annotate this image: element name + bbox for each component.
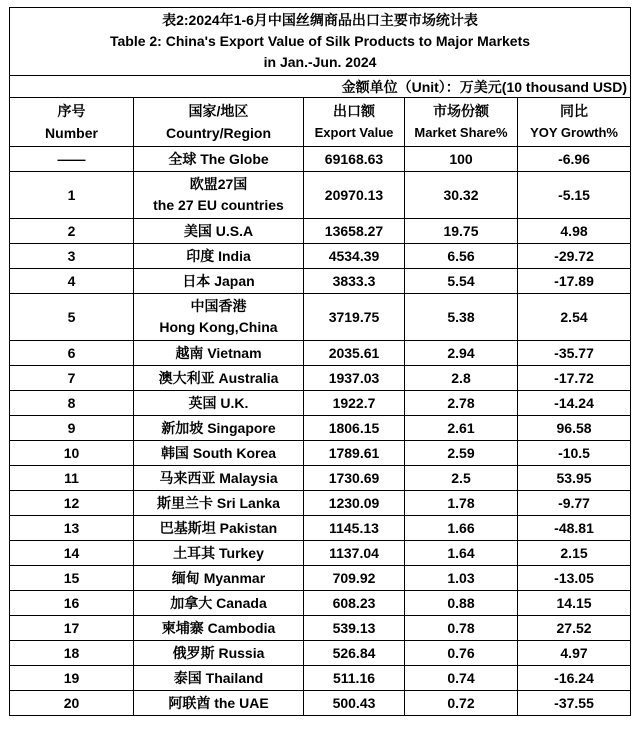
table-row: [10, 244, 631, 269]
cell-market-share: 0.76: [405, 641, 518, 666]
country-line2: the 27 EU countries: [153, 197, 284, 213]
header-yoy-growth: 同比 YOY Growth%: [518, 98, 631, 147]
cell-market-share: 100: [405, 147, 518, 172]
cell-yoy-growth: 27.52: [518, 616, 631, 641]
cell-market-share: 1.64: [405, 541, 518, 566]
cell-yoy-growth: 4.98: [518, 219, 631, 244]
cell-number: 6: [10, 341, 134, 366]
country-line2: Hong Kong,China: [159, 319, 278, 335]
table-title-row: [10, 8, 631, 76]
table-row: [10, 441, 631, 466]
cell-country: 全球 The Globe: [134, 147, 304, 172]
cell-market-share: 2.5: [405, 466, 518, 491]
cell-yoy-growth: -37.55: [518, 691, 631, 716]
table-row: [10, 616, 631, 641]
cell-country: 新加坡 Singapore: [134, 416, 304, 441]
cell-country: [134, 294, 304, 341]
cell-number: 7: [10, 366, 134, 391]
cell-market-share: 0.88: [405, 591, 518, 616]
cell-country: 韩国 South Korea: [134, 441, 304, 466]
cell-export-value: 1922.7: [304, 391, 405, 416]
cell-market-share: 0.74: [405, 666, 518, 691]
cell-export-value: 526.84: [304, 641, 405, 666]
cell-number: 11: [10, 466, 134, 491]
cell-yoy-growth: 4.97: [518, 641, 631, 666]
cell-yoy-growth: -6.96: [518, 147, 631, 172]
cell-yoy-growth: -14.24: [518, 391, 631, 416]
cell-market-share: 30.32: [405, 172, 518, 219]
cell-export-value: 2035.61: [304, 341, 405, 366]
cell-number: 19: [10, 666, 134, 691]
cell-country: 澳大利亚 Australia: [134, 366, 304, 391]
cell-number: 15: [10, 566, 134, 591]
cell-country: 巴基斯坦 Pakistan: [134, 516, 304, 541]
table-row: [10, 219, 631, 244]
table-row: [10, 566, 631, 591]
table-row: [10, 341, 631, 366]
table-row: [10, 366, 631, 391]
cell-export-value: 20970.13: [304, 172, 405, 219]
title-en-line2: in Jan.-Jun. 2024: [263, 54, 377, 70]
table-row: [10, 147, 631, 172]
cell-number: 13: [10, 516, 134, 541]
header-market-share: 市场份额 Market Share%: [405, 98, 518, 147]
table-row: [10, 172, 631, 219]
table-row: [10, 294, 631, 341]
cell-yoy-growth: -17.89: [518, 269, 631, 294]
cell-market-share: 6.56: [405, 244, 518, 269]
cell-number: 8: [10, 391, 134, 416]
cell-yoy-growth: -35.77: [518, 341, 631, 366]
cell-export-value: 3719.75: [304, 294, 405, 341]
cell-market-share: 0.78: [405, 616, 518, 641]
cell-country: 斯里兰卡 Sri Lanka: [134, 491, 304, 516]
table-row: [10, 666, 631, 691]
cell-number: 3: [10, 244, 134, 269]
table-row: [10, 466, 631, 491]
table-row: [10, 391, 631, 416]
cell-export-value: 539.13: [304, 616, 405, 641]
cell-yoy-growth: 2.15: [518, 541, 631, 566]
cell-market-share: 5.38: [405, 294, 518, 341]
table-row: [10, 516, 631, 541]
cell-country: 马来西亚 Malaysia: [134, 466, 304, 491]
cell-export-value: 1230.09: [304, 491, 405, 516]
cell-yoy-growth: -29.72: [518, 244, 631, 269]
cell-country: 英国 U.K.: [134, 391, 304, 416]
header-row: [10, 98, 631, 147]
cell-yoy-growth: -48.81: [518, 516, 631, 541]
cell-export-value: 1937.03: [304, 366, 405, 391]
cell-yoy-growth: 96.58: [518, 416, 631, 441]
unit-row: [10, 76, 631, 98]
cell-export-value: 1789.61: [304, 441, 405, 466]
cell-number: 5: [10, 294, 134, 341]
cell-number: 4: [10, 269, 134, 294]
header-export-value: 出口额 Export Value: [304, 98, 405, 147]
cell-export-value: 709.92: [304, 566, 405, 591]
table-row: [10, 641, 631, 666]
cell-yoy-growth: 53.95: [518, 466, 631, 491]
cell-market-share: 2.8: [405, 366, 518, 391]
cell-number: 20: [10, 691, 134, 716]
table-row: [10, 541, 631, 566]
cell-country: 俄罗斯 Russia: [134, 641, 304, 666]
cell-yoy-growth: 14.15: [518, 591, 631, 616]
cell-country: 美国 U.S.A: [134, 219, 304, 244]
header-number: 序号 Number: [10, 98, 134, 147]
table-row: [10, 491, 631, 516]
cell-export-value: 4534.39: [304, 244, 405, 269]
cell-export-value: 1806.15: [304, 416, 405, 441]
cell-export-value: 608.23: [304, 591, 405, 616]
cell-market-share: 2.61: [405, 416, 518, 441]
cell-market-share: 0.72: [405, 691, 518, 716]
cell-country: 柬埔寨 Cambodia: [134, 616, 304, 641]
cell-country: 加拿大 Canada: [134, 591, 304, 616]
cell-yoy-growth: -5.15: [518, 172, 631, 219]
cell-number: 12: [10, 491, 134, 516]
cell-number: 14: [10, 541, 134, 566]
cell-yoy-growth: 2.54: [518, 294, 631, 341]
cell-yoy-growth: -10.5: [518, 441, 631, 466]
cell-number: 16: [10, 591, 134, 616]
table-row: [10, 269, 631, 294]
cell-market-share: 1.66: [405, 516, 518, 541]
cell-yoy-growth: -13.05: [518, 566, 631, 591]
cell-export-value: 511.16: [304, 666, 405, 691]
cell-export-value: 13658.27: [304, 219, 405, 244]
title-en-line1: Table 2: China's Export Value of Silk Products to Major Markets: [109, 33, 531, 49]
unit-label: 金额单位（Unit）：万美元(10 thousand USD): [10, 76, 631, 98]
cell-market-share: 1.78: [405, 491, 518, 516]
country-line1: 中国香港: [190, 298, 247, 314]
cell-market-share: 1.03: [405, 566, 518, 591]
table-title: [10, 8, 631, 76]
country-line1: 欧盟27国: [189, 176, 248, 192]
header-country: 国家/地区 Country/Region: [134, 98, 304, 147]
cell-yoy-growth: -16.24: [518, 666, 631, 691]
cell-country: [134, 172, 304, 219]
silk-export-table: [9, 7, 631, 716]
cell-country: 缅甸 Myanmar: [134, 566, 304, 591]
cell-number: ——: [10, 147, 134, 172]
cell-market-share: 2.59: [405, 441, 518, 466]
cell-number: 1: [10, 172, 134, 219]
cell-market-share: 2.94: [405, 341, 518, 366]
table-row: [10, 591, 631, 616]
cell-number: 2: [10, 219, 134, 244]
cell-yoy-growth: -17.72: [518, 366, 631, 391]
cell-country: 日本 Japan: [134, 269, 304, 294]
cell-market-share: 5.54: [405, 269, 518, 294]
table-row: [10, 691, 631, 716]
cell-export-value: 1137.04: [304, 541, 405, 566]
cell-export-value: 1145.13: [304, 516, 405, 541]
table-container: [9, 7, 630, 716]
cell-market-share: 2.78: [405, 391, 518, 416]
cell-country: 越南 Vietnam: [134, 341, 304, 366]
cell-country: 阿联酋 the UAE: [134, 691, 304, 716]
cell-number: 10: [10, 441, 134, 466]
cell-country: 泰国 Thailand: [134, 666, 304, 691]
cell-number: 9: [10, 416, 134, 441]
title-zh: 表2:2024年1-6月中国丝绸商品出口主要市场统计表: [162, 12, 478, 28]
cell-export-value: 1730.69: [304, 466, 405, 491]
cell-number: 18: [10, 641, 134, 666]
cell-yoy-growth: -9.77: [518, 491, 631, 516]
cell-country: 土耳其 Turkey: [134, 541, 304, 566]
cell-country: 印度 India: [134, 244, 304, 269]
cell-export-value: 69168.63: [304, 147, 405, 172]
cell-number: 17: [10, 616, 134, 641]
cell-market-share: 19.75: [405, 219, 518, 244]
table-row: [10, 416, 631, 441]
cell-export-value: 3833.3: [304, 269, 405, 294]
cell-export-value: 500.43: [304, 691, 405, 716]
